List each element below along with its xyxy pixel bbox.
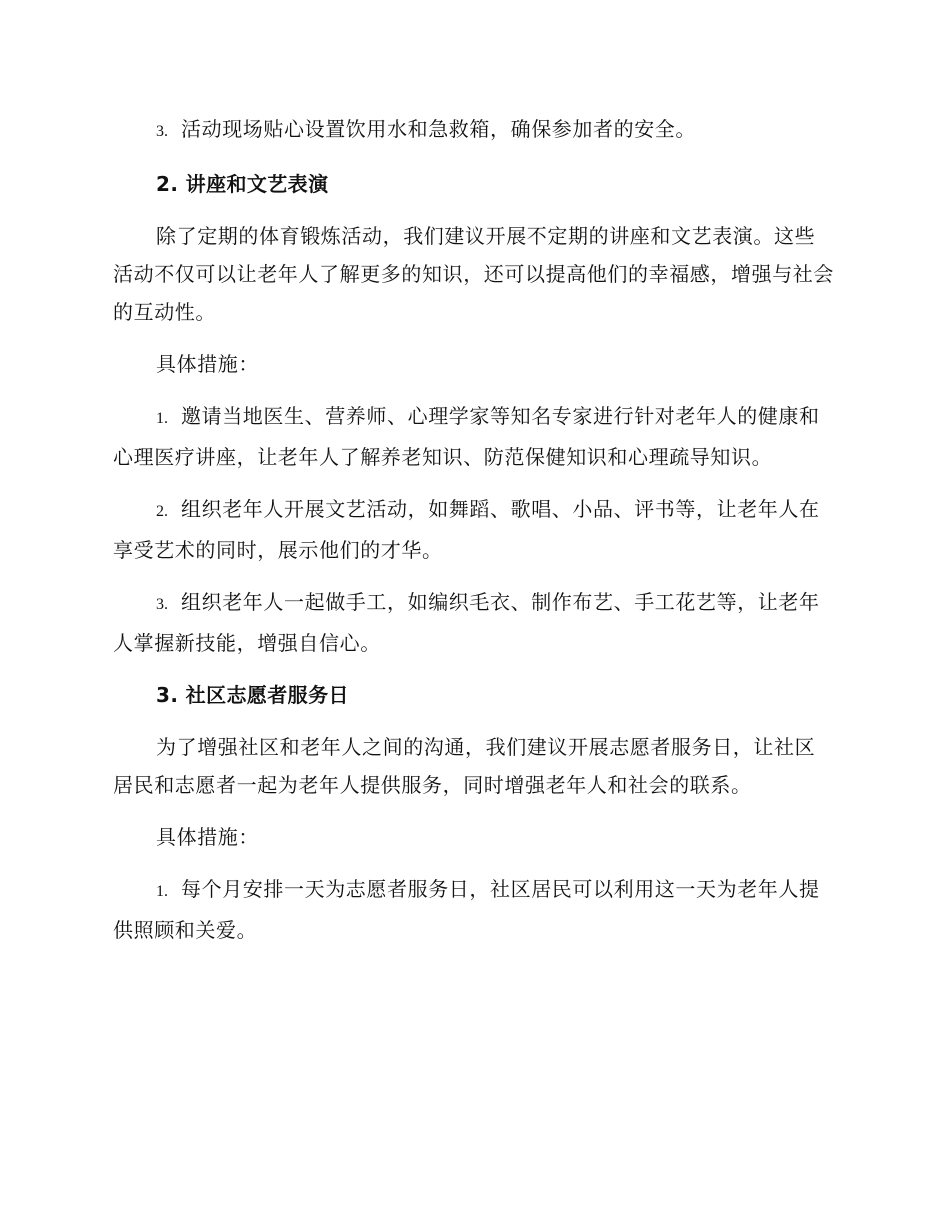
list-text: 活动现场贴心设置饮用水和急救箱，确保参加者的安全。 (181, 117, 696, 141)
section-paragraph: 为了增强社区和老年人之间的沟通，我们建议开展志愿者服务日，让社区居民和志愿者一起为老年人提供服务，同时增强老年人和社会的联系。 (113, 735, 816, 797)
list-text: 邀请当地医生、营养师、心理学家等知名专家进行针对老年人的健康和心理医疗讲座，让老年人了解养老知识、防范保健知识和心理疏导知识。 (113, 404, 820, 469)
list-item (113, 490, 835, 569)
list-text: 每个月安排一天为志愿者服务日，社区居民可以利用这一天为老年人提供照顾和关爱。 (113, 877, 820, 942)
list-number: 1. (156, 883, 168, 900)
list-item (113, 397, 835, 476)
list-number: 1. (156, 410, 168, 427)
list-item (113, 870, 835, 949)
document-page (113, 110, 835, 963)
list-number: 2. (156, 503, 168, 520)
measures-label: 具体措施： (156, 352, 259, 376)
measures-label: 具体措施： (156, 825, 259, 849)
list-text: 组织老年人开展文艺活动，如舞蹈、歌唱、小品、评书等，让老年人在享受艺术的同时，展示他们的才华。 (113, 497, 820, 562)
section-paragraph: 除了定期的体育锻炼活动，我们建议开展不定期的讲座和文艺表演。这些活动不仅可以让老年人了解更多的知识，还可以提高他们的幸福感，增强与社会的互动性。 (113, 224, 834, 324)
list-item (113, 583, 835, 662)
list-item (113, 110, 835, 151)
list-text: 组织老年人一起做手工，如编织毛衣、制作布艺、手工花艺等，让老年人掌握新技能，增强自信心。 (113, 590, 820, 655)
section-heading: 2. 讲座和文艺表演 (156, 172, 329, 196)
section-heading: 3. 社区志愿者服务日 (156, 683, 349, 707)
list-number: 3. (156, 596, 168, 613)
list-number: 3. (156, 123, 168, 140)
